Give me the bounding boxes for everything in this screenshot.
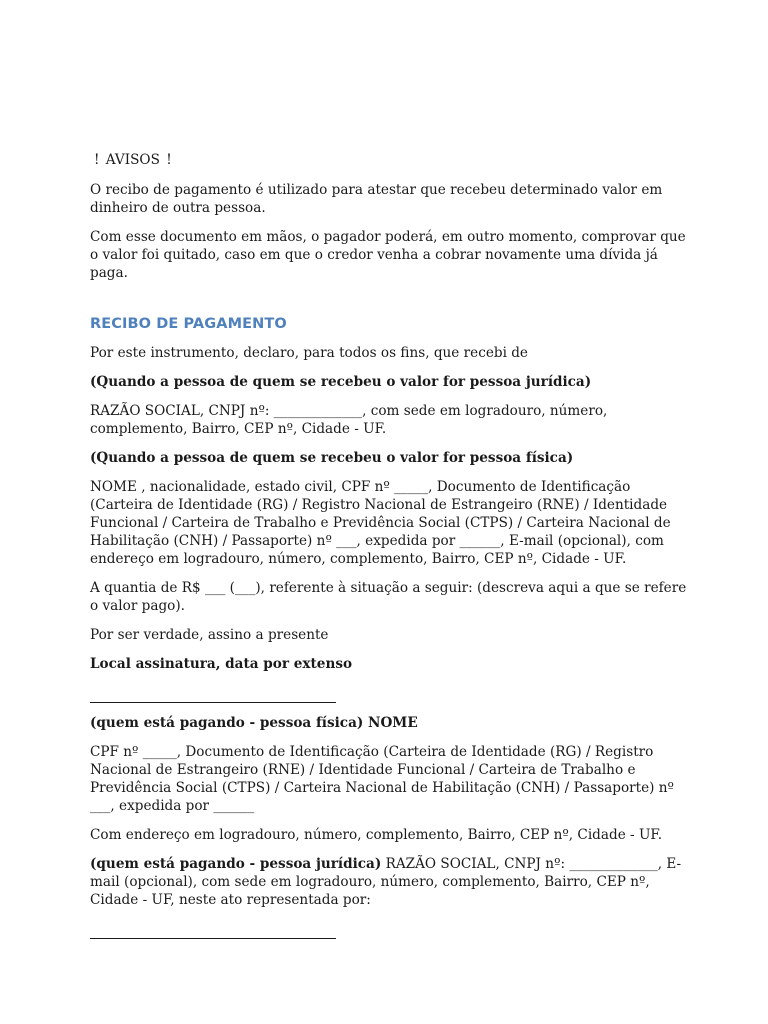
payer-juridica-label: (quem está pagando - pessoa jurídica): [90, 856, 382, 872]
juridica-text: RAZÃO SOCIAL, CNPJ nº: _____________, com sede em logradouro, número, complemento, Bairro, CEP nº, Cidade - UF.: [90, 403, 608, 437]
juridica-label: (Quando a pessoa de quem se recebeu o valor for pessoa jurídica): [90, 374, 592, 390]
place-date-label: Local assinatura, data por extenso: [90, 656, 353, 672]
fisica-label: (Quando a pessoa de quem se recebeu o valor for pessoa física): [90, 450, 574, 466]
fisica-text: NOME , nacionalidade, estado civil, CPF nº _____, Documento de Identificação (Carteira de Identidade (RG) / Registro Nacional de Estrangeiro (RNE) / Identidade Funcional / Carteira de Trabalho e Previdência Social (CTPS) / Carteira Nacional de Habilitação (CNH) / Passaporte) nº ___, expedida por ______, E-mail (opcional), com endereço em logradouro, número, complemento, Bairro, CEP nº, Cidade - UF.: [90, 479, 671, 567]
payer-fisica-label: (quem está pagando - pessoa física) NOME: [90, 715, 418, 731]
receipt-intro: Por este instrumento, declaro, para todos os fins, que recebi de: [90, 345, 528, 361]
payer-juridica-text: RAZÃO SOCIAL, CNPJ nº: _____________, E-mail (opcional), com sede em logradouro, número, complemento, Bairro, CEP nº, Cidade - UF, neste ato representada por:: [90, 856, 682, 908]
receipt-heading: RECIBO DE PAGAMENTO: [90, 316, 287, 332]
payer-address: Com endereço em logradouro, número, complemento, Bairro, CEP nº, Cidade - UF.: [90, 827, 663, 843]
payer-juridica-paragraph: [90, 855, 690, 909]
truth-text: Por ser verdade, assino a presente: [90, 627, 329, 643]
payer-fisica-text: CPF nº _____, Documento de Identificação (Carteira de Identidade (RG) / Registro Nacional de Estrangeiro (RNE) / Identidade Funcional / Carteira de Trabalho e Previdência Social (CTPS) / Carteira Nacional de Habilitação (CNH) / Passaporte) nº ___, expedida por ______: [90, 744, 674, 814]
signature-line-1: [90, 684, 336, 703]
signature-line-2: [90, 920, 336, 939]
notice-paragraph-2: Com esse documento em mãos, o pagador poderá, em outro momento, comprovar que o valor foi quitado, caso em que o credor venha a cobrar novamente uma dívida já paga.: [90, 229, 686, 281]
document-page: [90, 151, 690, 950]
notice-title: ! AVISOS !: [94, 152, 172, 168]
amount-text: A quantia de R$ ___ (___), referente à situação a seguir: (descreva aqui a que se refere o valor pago).: [90, 580, 687, 614]
notice-paragraph-1: O recibo de pagamento é utilizado para atestar que recebeu determinado valor em dinheiro de outra pessoa.: [90, 182, 663, 216]
